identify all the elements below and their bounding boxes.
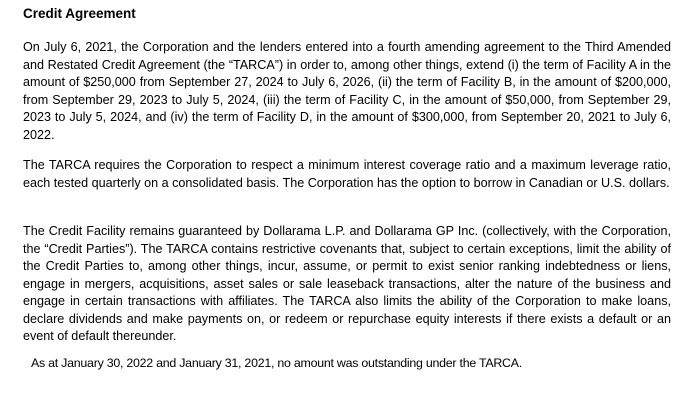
paragraph-covenant-ratios: The TARCA requires the Corporation to respect a minimum interest coverage ratio and a maximum leverage ratio, each tested quarterly on a consolidated basis. The Corporation has the option to borrow in Canadian or U.S. dollars. bbox=[23, 158, 671, 190]
paragraph-outstanding-amount: As at January 30, 2022 and January 31, 2021, no amount was outstanding under the TARCA. bbox=[31, 356, 522, 370]
paragraph-tarca-amendment: On July 6, 2021, the Corporation and the lenders entered into a fourth amending agreement to the Third Amended and Restated Credit Agreement (the “TARCA”) in order to, among other things, extend (i) the term of Facility A in the amount of $250,000 from September 27, 2024 to July 6, 2026, (ii) the term of Facility B, in the amount of $200,000, from September 29, 2023 to July 5, 2024, (iii) the term of Facility C, in the amount of $50,000, from September 29, 2023 to July 5, 2024, and (iv) the term of Facility D, in the amount of $300,000, from September 20, 2021 to July 6, 2022. bbox=[23, 40, 671, 142]
paragraph-guarantees-covenants: The Credit Facility remains guaranteed by Dollarama L.P. and Dollarama GP Inc. (collectively, with the Corporation, the “Credit Parties”). The TARCA contains restrictive covenants that, subject to certain exceptions, limit the ability of the Credit Parties to, among other things, incur, assume, or permit to exist senior ranking indebtedness or liens, engage in mergers, acquisitions, asset sales or sale leaseback transactions, alter the nature of the business and engage in certain transactions with affiliates. The TARCA also limits the ability of the Corporation to make loans, declare dividends and make payments on, or redeem or repurchase equity interests if there exists a default or an event of default thereunder. bbox=[23, 224, 671, 343]
section-heading: Credit Agreement bbox=[23, 6, 136, 21]
